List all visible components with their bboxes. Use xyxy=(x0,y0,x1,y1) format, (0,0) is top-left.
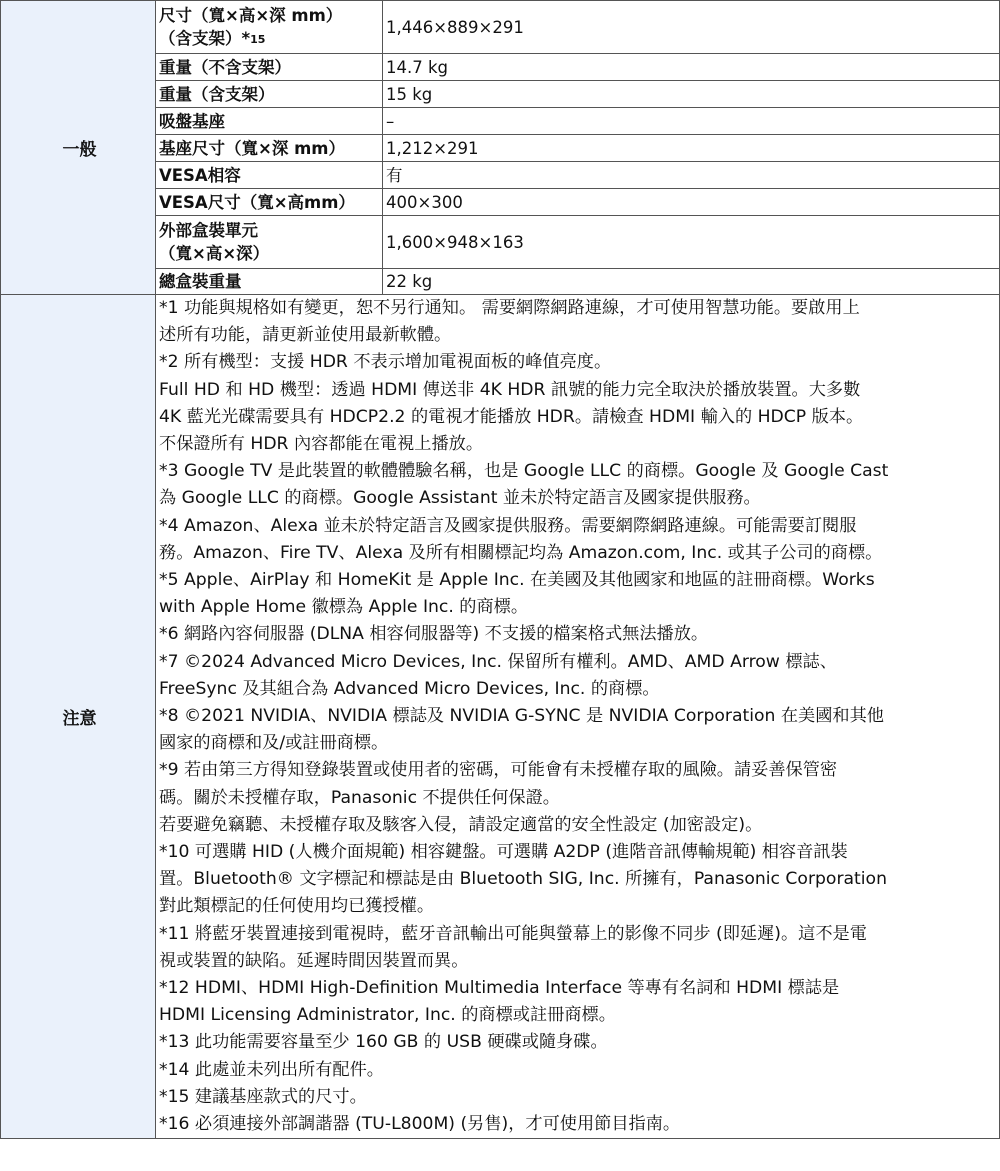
spec-label-box-dimensions xyxy=(156,216,383,269)
category-general: 一般 xyxy=(1,1,156,295)
note-line: *4 Amazon、Alexa 並未於特定語言及國家提供服務。需要網際網路連線。可能需要訂閱服 xyxy=(159,515,857,536)
note-line: 視或裝置的缺陷。延遲時間因裝置而異。 xyxy=(159,950,469,971)
spec-label-dimensions-line1: 尺寸（寬×高×深 mm） xyxy=(159,6,343,25)
spec-label-vesa-compatible: VESA相容 xyxy=(156,162,383,189)
note-line: *9 若由第三方得知登錄裝置或使用者的密碼，可能會有未授權存取的風險。請妥善保管密 xyxy=(159,760,838,781)
spec-label-dimensions xyxy=(156,1,383,54)
spec-label-vesa-size: VESA尺寸（寬×高mm） xyxy=(156,189,383,216)
note-line: 若要避免竊聽、未授權存取及駭客入侵，請設定適當的安全性設定 (加密設定)。 xyxy=(159,814,763,835)
spec-value-suction-base: – xyxy=(383,108,1000,135)
note-line: FreeSync 及其組合為 Advanced Micro Devices, Inc. 的商標。 xyxy=(159,678,660,699)
note-line: *15 建議基座款式的尺寸。 xyxy=(159,1086,367,1107)
spec-label-base-size: 基座尺寸（寬×深 mm） xyxy=(156,135,383,162)
note-line: *3 Google TV 是此裝置的軟體體驗名稱，也是 Google LLC 的商標。Google 及 Google Cast xyxy=(159,461,889,482)
spec-label-weight-without-stand: 重量（不含支架） xyxy=(156,54,383,81)
spec-row-dimensions xyxy=(1,1,1000,54)
notes-content xyxy=(156,295,1000,1139)
note-line: 4K 藍光光碟需要具有 HDCP2.2 的電視才能播放 HDR。請檢查 HDMI 輸入的 HDCP 版本。 xyxy=(159,406,864,427)
note-line: *5 Apple、AirPlay 和 HomeKit 是 Apple Inc. 在美國及其他國家和地區的註冊商標。Works xyxy=(159,570,875,591)
spec-value-weight-without-stand: 14.7 kg xyxy=(383,54,1000,81)
spec-value-base-size: 1,212×291 xyxy=(383,135,1000,162)
note-line: *14 此處並未列出所有配件。 xyxy=(159,1059,384,1080)
note-line: *7 ©2024 Advanced Micro Devices, Inc. 保留所有權利。AMD、AMD Arrow 標誌、 xyxy=(159,651,837,672)
note-line: *6 網路內容伺服器 (DLNA 相容伺服器等) 不支援的檔案格式無法播放。 xyxy=(159,624,709,645)
footnote-ref: 15 xyxy=(250,33,266,46)
spec-value-weight-with-stand: 15 kg xyxy=(383,81,1000,108)
note-line: 碼。關於未授權存取，Panasonic 不提供任何保證。 xyxy=(159,787,560,808)
spec-label-box-dimensions-line2: （寬×高×深） xyxy=(159,244,270,263)
note-line: *10 可選購 HID (人機介面規範) 相容鍵盤。可選購 A2DP (進階音訊傳輸規範) 相容音訊裝 xyxy=(159,842,848,863)
note-line: *16 必須連接外部調諧器 (TU-L800M) (另售)，才可使用節目指南。 xyxy=(159,1114,681,1135)
spec-value-box-weight: 22 kg xyxy=(383,269,1000,295)
note-line: 為 Google LLC 的商標。Google Assistant 並未於特定語言及國家提供服務。 xyxy=(159,488,761,509)
spec-value-box-dimensions: 1,600×948×163 xyxy=(383,216,1000,269)
note-line: 置。Bluetooth® 文字標記和標誌是由 Bluetooth SIG, Inc. 所擁有，Panasonic Corporation xyxy=(159,869,887,890)
note-line: Full HD 和 HD 機型：透過 HDMI 傳送非 4K HDR 訊號的能力完全取決於播放裝置。大多數 xyxy=(159,379,861,400)
notes-row xyxy=(1,295,1000,1139)
note-line: 不保證所有 HDR 內容都能在電視上播放。 xyxy=(159,434,484,455)
spec-label-box-dimensions-line1: 外部盒裝單元 xyxy=(159,221,258,240)
spec-label-dimensions-line2: （含支架）* xyxy=(159,29,251,48)
note-line: 述所有功能，請更新並使用最新軟體。 xyxy=(159,325,452,346)
spec-value-vesa-size: 400×300 xyxy=(383,189,1000,216)
note-line: *1 功能與規格如有變更，恕不另行通知。 需要網際網路連線，才可使用智慧功能。要啟用上 xyxy=(159,298,860,318)
note-line: with Apple Home 徽標為 Apple Inc. 的商標。 xyxy=(159,597,529,618)
note-line: 務。Amazon、Fire TV、Alexa 及所有相關標記均為 Amazon.com, Inc. 或其子公司的商標。 xyxy=(159,542,883,563)
spec-label-box-weight: 總盒裝重量 xyxy=(156,269,383,295)
note-line: *8 ©2021 NVIDIA、NVIDIA 標誌及 NVIDIA G-SYNC 是 NVIDIA Corporation 在美國和其他 xyxy=(159,706,884,727)
note-line: 對此類標記的任何使用均已獲授權。 xyxy=(159,896,435,917)
spec-value-vesa-compatible: 有 xyxy=(383,162,1000,189)
note-line: *13 此功能需要容量至少 160 GB 的 USB 硬碟或隨身碟。 xyxy=(159,1032,608,1053)
category-notes: 注意 xyxy=(1,295,156,1139)
note-line: 國家的商標和及/或註冊商標。 xyxy=(159,733,389,754)
note-line: *12 HDMI、HDMI High-Definition Multimedia Interface 等專有名詞和 HDMI 標誌是 xyxy=(159,978,840,999)
note-line: HDMI Licensing Administrator, Inc. 的商標或註冊商標。 xyxy=(159,1005,616,1026)
note-line: *11 將藍牙裝置連接到電視時，藍牙音訊輸出可能與螢幕上的影像不同步 (即延遲)。這不是電 xyxy=(159,923,867,944)
spec-label-suction-base: 吸盤基座 xyxy=(156,108,383,135)
note-line: *2 所有機型：支援 HDR 不表示增加電視面板的峰值亮度。 xyxy=(159,352,612,373)
spec-label-weight-with-stand: 重量（含支架） xyxy=(156,81,383,108)
spec-value-dimensions: 1,446×889×291 xyxy=(383,1,1000,54)
